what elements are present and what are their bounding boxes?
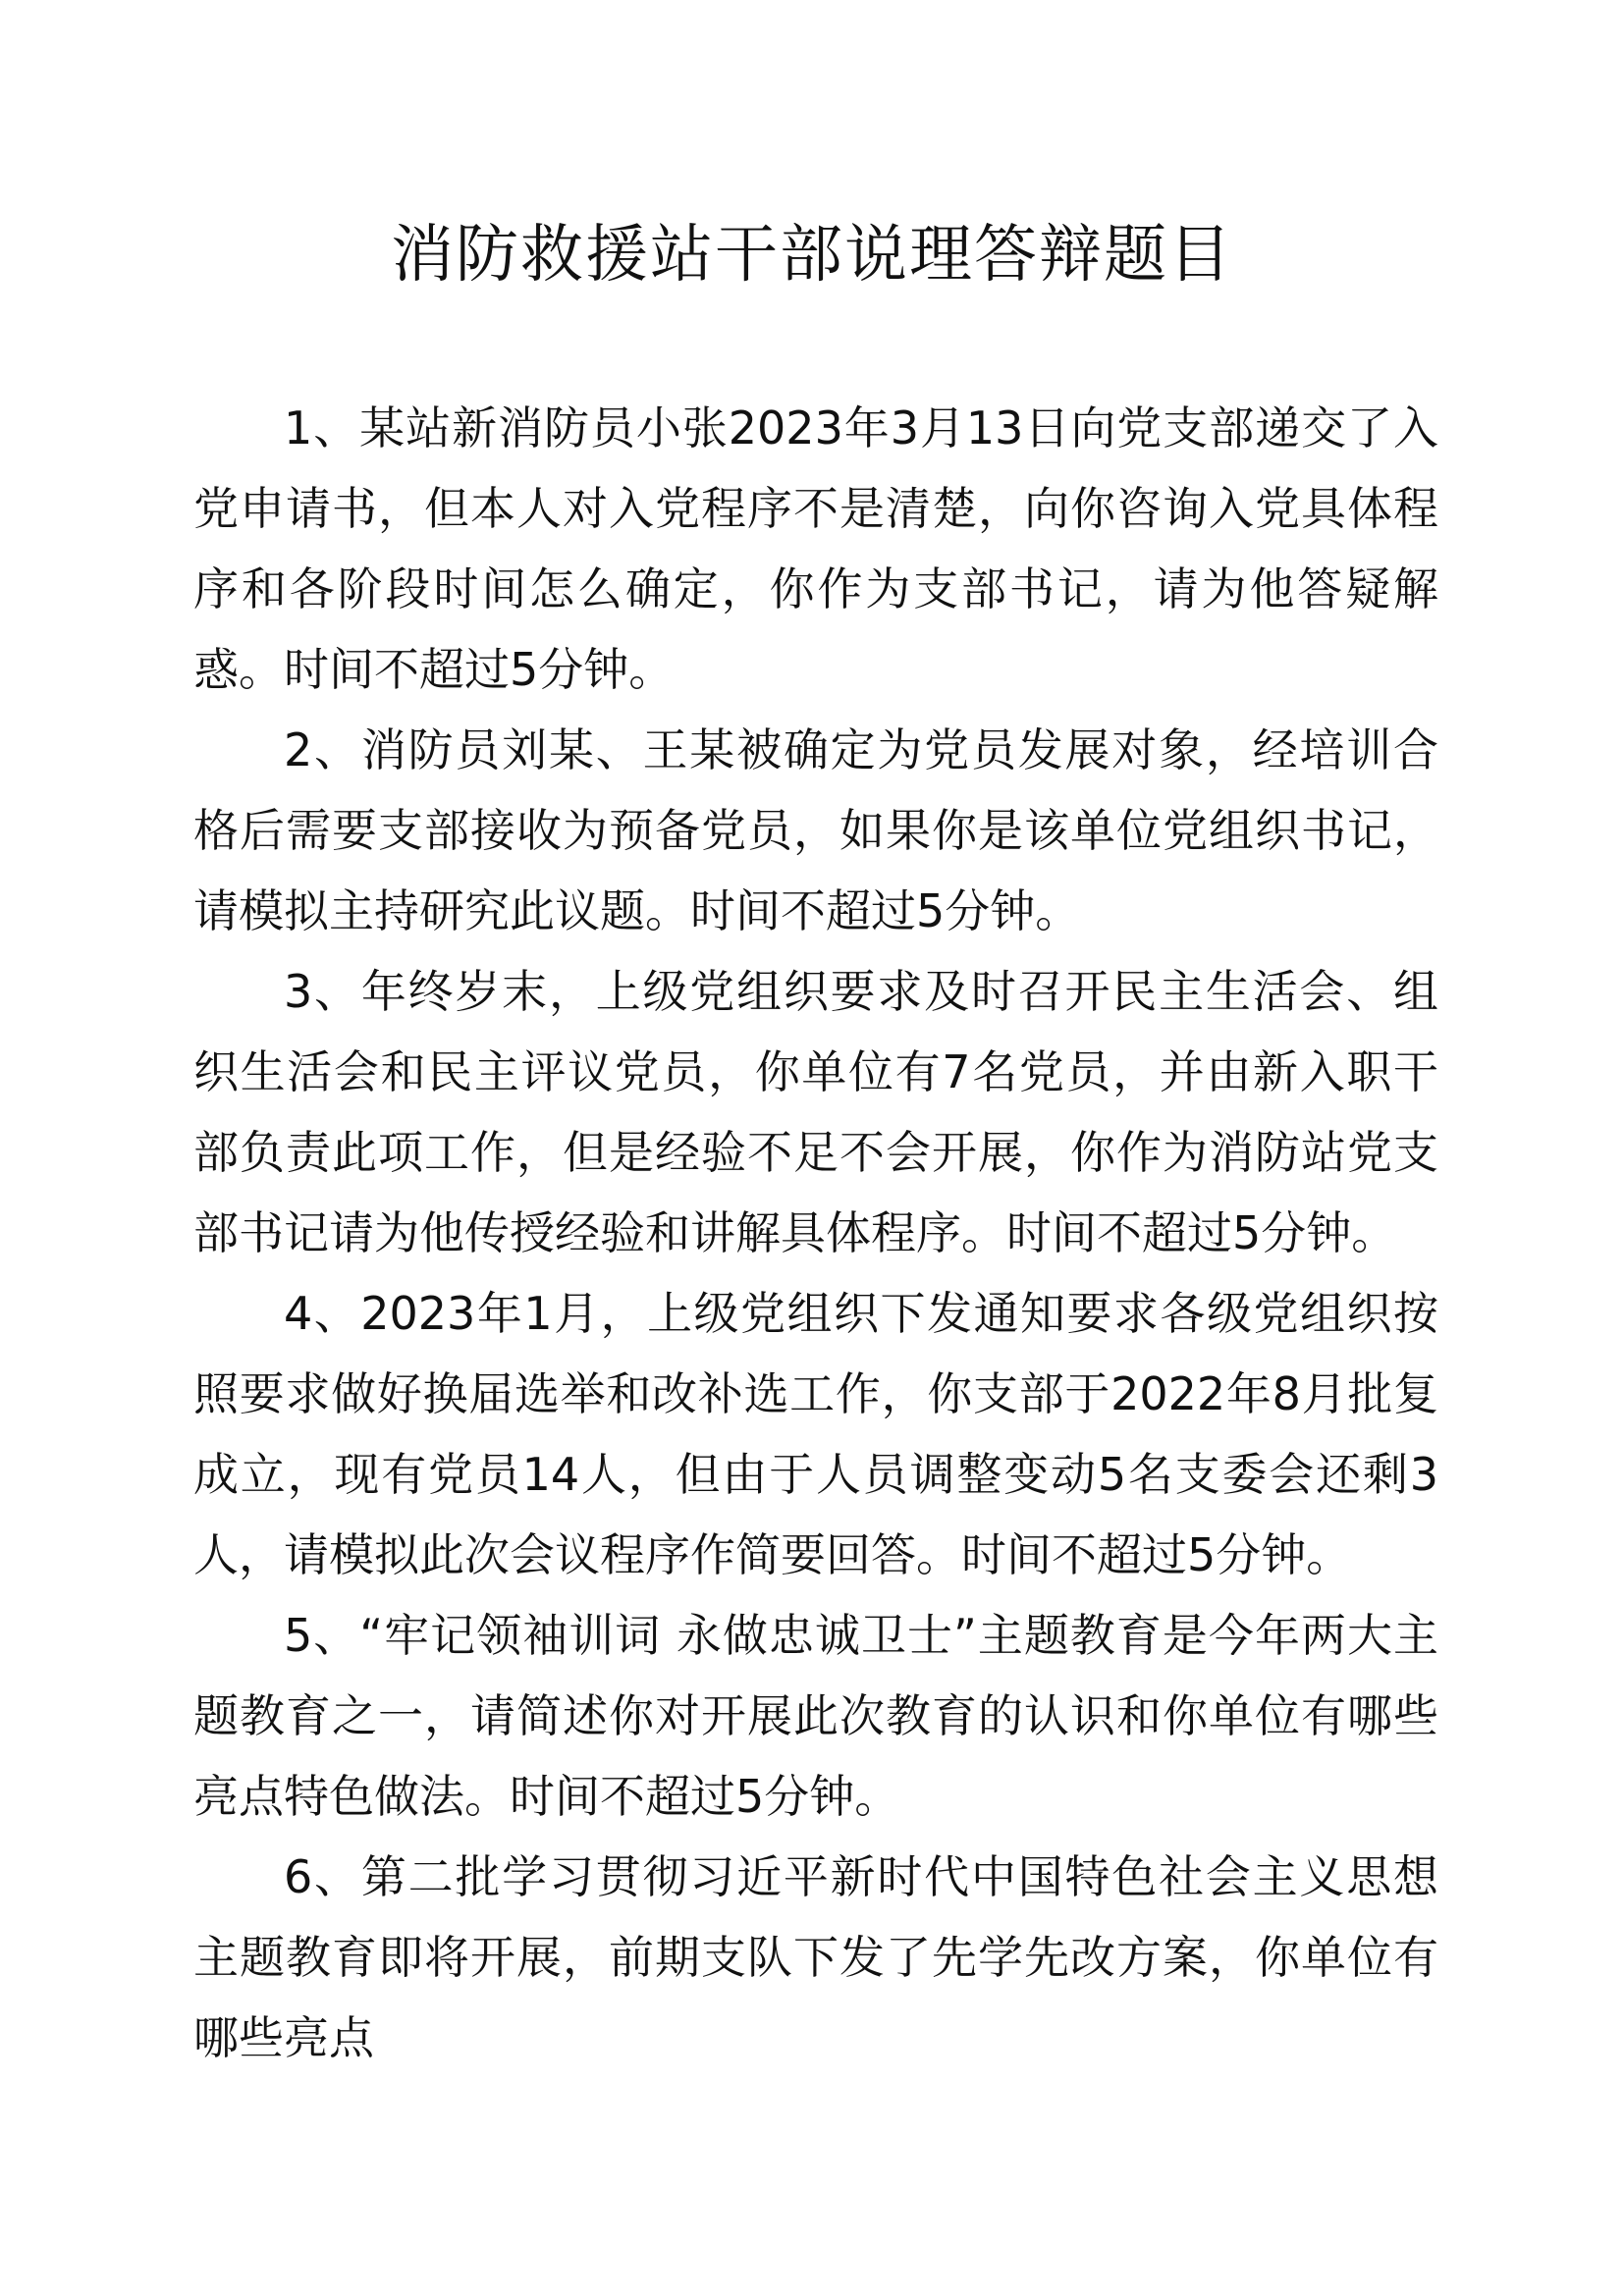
question-3: 3、年终岁末，上级党组织要求及时召开民主生活会、组织生活会和民主评议党员，你单位有7名党员，并由新入职干部负责此项工作，但是经验不足不会开展，你作为消防站党支部书记请为他传授经验和讲解具体程序。时间不超过5分钟。	[193, 965, 1438, 1259]
question-6: 6、第二批学习贯彻习近平新时代中国特色社会主义思想主题教育即将开展，前期支队下发了先学先改方案，你单位有哪些亮点	[193, 1850, 1438, 2064]
question-2: 2、消防员刘某、王某被确定为党员发展对象，经培训合格后需要支部接收为预备党员，如果你是该单位党组织书记，请模拟主持研究此议题。时间不超过5分钟。	[193, 723, 1438, 937]
question-1: 1、某站新消防员小张2023年3月13日向党支部递交了入党申请书，但本人对入党程序不是清楚，向你咨询入党具体程序和各阶段时间怎么确定，你作为支部书记，请为他答疑解惑。时间不超过5分钟。	[193, 401, 1438, 696]
question-list	[193, 388, 1438, 2078]
question-5: 5、“牢记领袖训词 永做忠诚卫士”主题教育是今年两大主题教育之一，请简述你对开展此次教育的认识和你单位有哪些亮点特色做法。时间不超过5分钟。	[193, 1609, 1438, 1823]
question-4: 4、2023年1月，上级党组织下发通知要求各级党组织按照要求做好换届选举和改补选工作，你支部于2022年8月批复成立，现有党员14人，但由于人员调整变动5名支委会还剩3人，请模拟此次会议程序作简要回答。时间不超过5分钟。	[193, 1287, 1438, 1581]
document-title: 消防救援站干部说理答辩题目	[391, 219, 1233, 292]
